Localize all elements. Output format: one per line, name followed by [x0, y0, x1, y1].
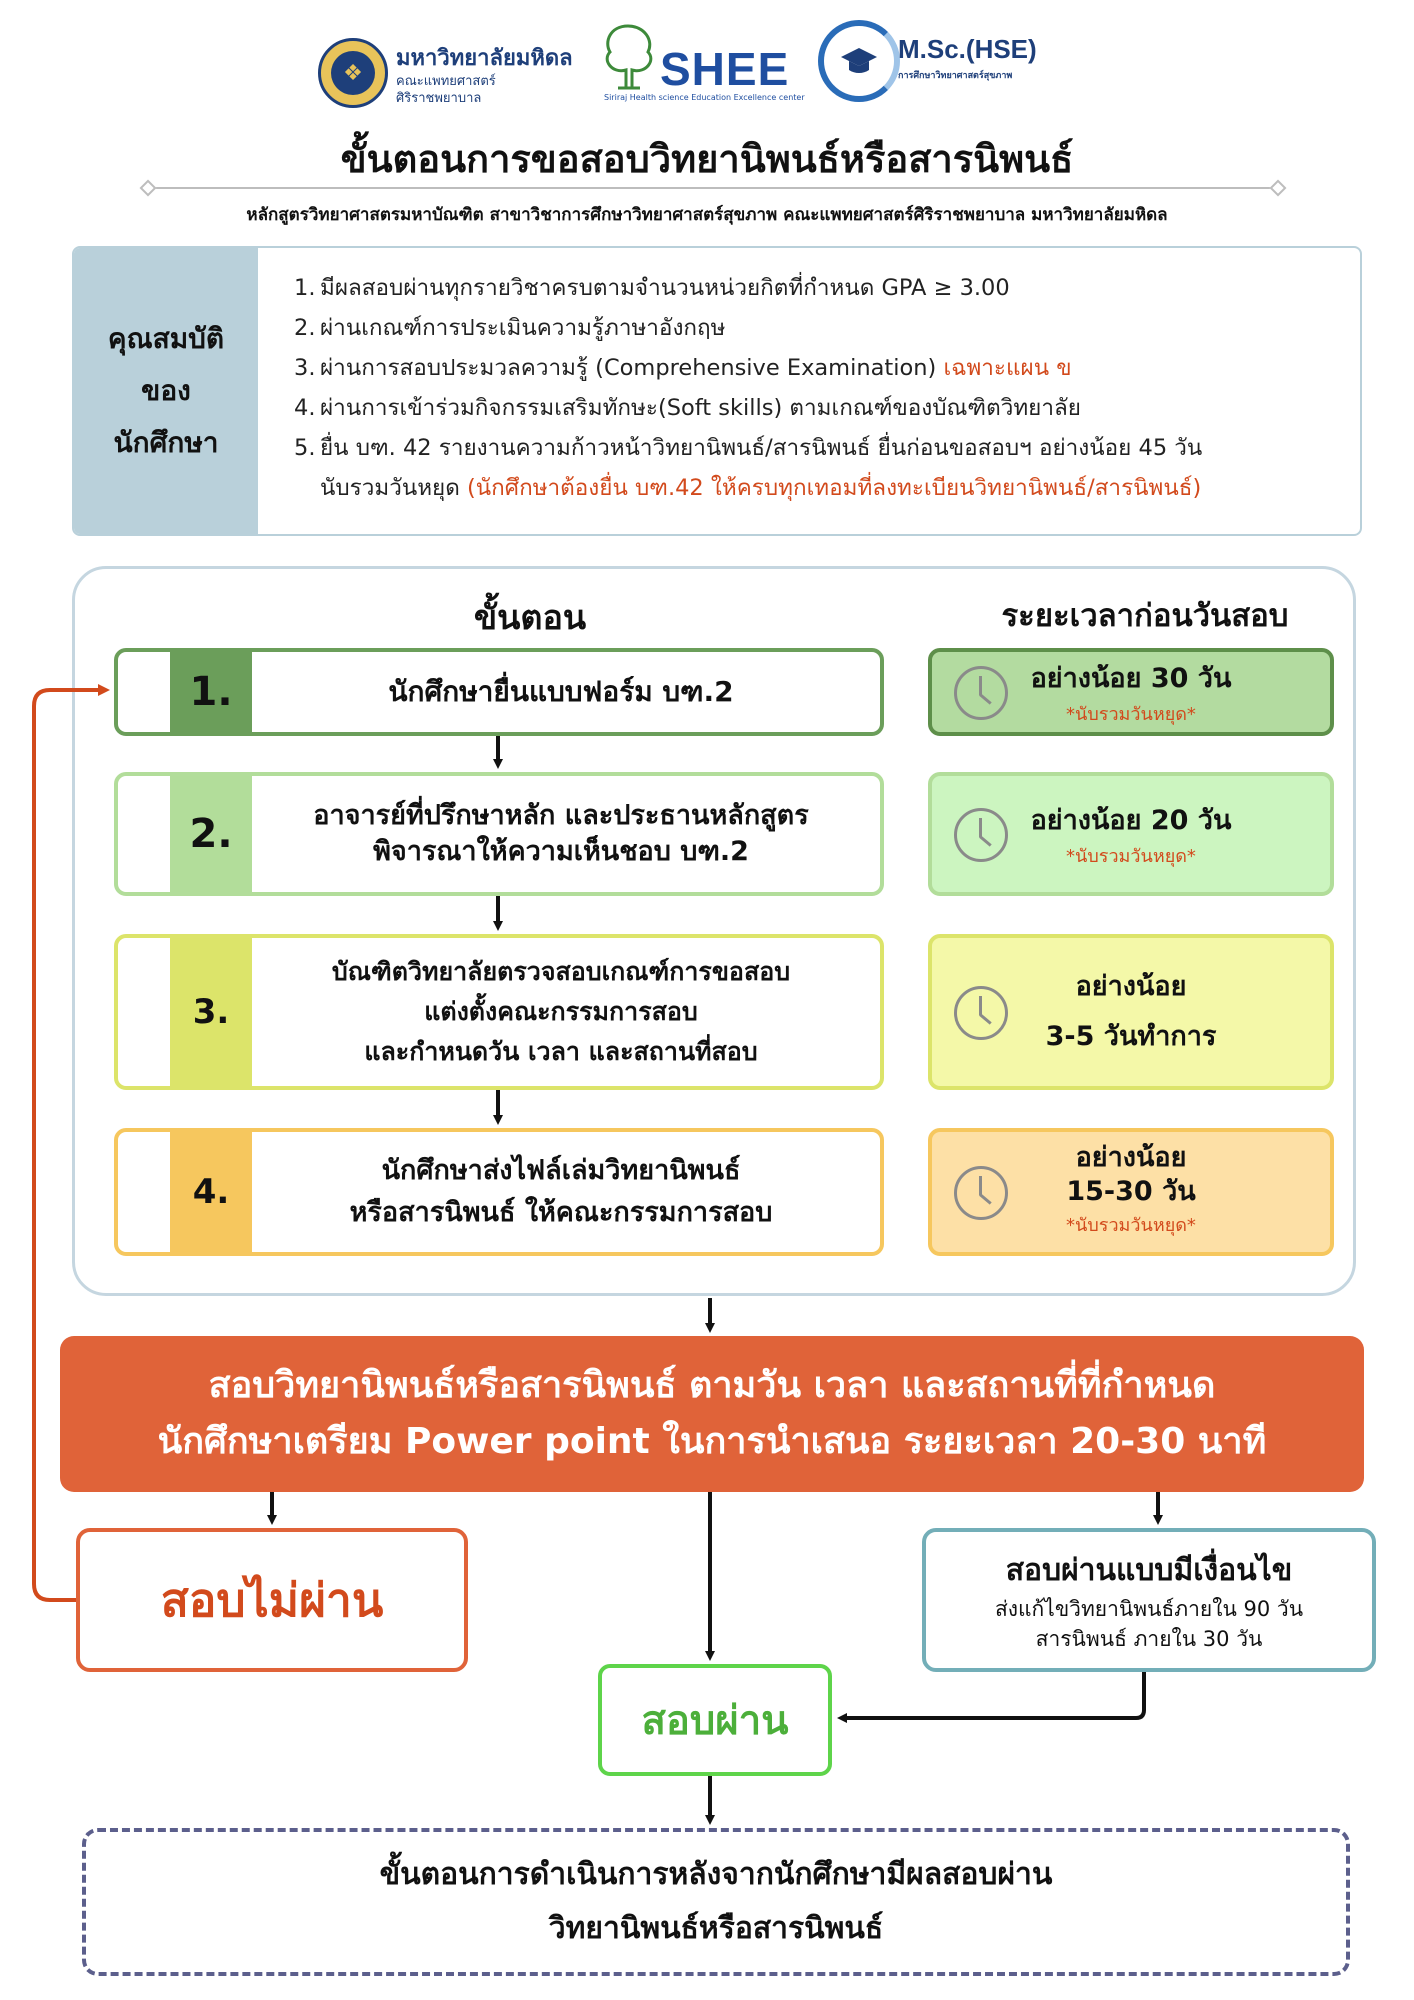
timing-box-1 — [928, 648, 1334, 736]
mahidol-name: มหาวิทยาลัยมหิดล — [396, 46, 573, 71]
step-number: 2. — [170, 776, 252, 892]
step-line: หรือสารนิพนธ์ ให้คณะกรรมการสอบ — [349, 1197, 773, 1228]
timing-main: 3-5 วันทำการ — [1045, 1021, 1217, 1052]
qualifications-list — [294, 268, 1354, 508]
seal-emblem-icon: ❖ — [331, 51, 375, 95]
qual-item-5-continued — [294, 468, 1354, 508]
qual-heading-line: คุณสมบัติ — [107, 322, 225, 355]
step-text — [252, 1132, 870, 1252]
step-number: 4. — [170, 1132, 252, 1252]
qual-text: ยื่น บฑ. 42 รายงานความก้าวหน้าวิทยานิพนธ์/สารนิพนธ์ ยื่นก่อนขอสอบฯ อย่างน้อย 45 วัน — [320, 435, 1203, 461]
step-line: นักศึกษาส่งไฟล์เล่มวิทยานิพนธ์ — [381, 1155, 741, 1186]
qual-text: นับรวมวันหยุด — [320, 475, 460, 501]
conditional-pass-box — [922, 1528, 1376, 1672]
step-3-box — [114, 934, 884, 1090]
timing-note: *นับรวมวันหยุด* — [1066, 846, 1196, 867]
tree-logo-icon — [598, 18, 658, 94]
step-text — [252, 776, 870, 892]
step-line: แต่งตั้งคณะกรรมการสอบ — [424, 997, 698, 1026]
conditional-title: สอบผ่านแบบมีเงื่อนไข — [1005, 1552, 1293, 1588]
fail-outcome-box: สอบไม่ผ่าน — [76, 1528, 468, 1672]
mahidol-hospital: ศิริราชพยาบาล — [396, 91, 482, 106]
mahidol-faculty: คณะแพทยศาสตร์ — [396, 74, 496, 89]
clock-icon — [954, 1166, 1008, 1220]
step-number: 1. — [170, 652, 252, 732]
step-line: บัณฑิตวิทยาลัยตรวจสอบเกณฑ์การขอสอบ — [331, 957, 791, 986]
step-line: และกำหนดวัน เวลา และสถานที่สอบ — [364, 1037, 758, 1066]
qual-heading-line: นักศึกษา — [113, 426, 219, 459]
qual-plan-note: เฉพาะแผน ข — [943, 355, 1072, 381]
qual-item-1 — [294, 268, 1354, 308]
qual-text: ผ่านการสอบประมวลความรู้ (Comprehensive Examination) — [320, 355, 937, 381]
step-2-box — [114, 772, 884, 896]
pass-outcome-box: สอบผ่าน — [598, 1664, 832, 1776]
qualifications-box — [72, 246, 1362, 536]
timing-box-3 — [928, 934, 1334, 1090]
step-line: พิจารณาให้ความเห็นชอบ บฑ.2 — [373, 836, 749, 867]
timing-note: *นับรวมวันหยุด* — [1066, 704, 1196, 725]
step-line: นักศึกษายื่นแบบฟอร์ม บฑ.2 — [388, 675, 734, 708]
step-text — [252, 652, 870, 732]
timing-main: อย่างน้อย — [1075, 1142, 1187, 1173]
qual-num: 3. — [294, 355, 316, 381]
msc-logo-ring — [818, 20, 900, 102]
conditional-line: สารนิพนธ์ ภายใน 30 วัน — [1035, 1626, 1263, 1651]
timing-note: *นับรวมวันหยุด* — [1066, 1215, 1196, 1236]
qual-item-3 — [294, 348, 1354, 388]
step-4-box — [114, 1128, 884, 1256]
step-number: 3. — [170, 938, 252, 1086]
msc-tagline: การศึกษาวิทยาศาสตร์สุขภาพ — [898, 71, 1013, 81]
qual-num: 1. — [294, 275, 316, 301]
page-title: ขั้นตอนการขอสอบวิทยานิพนธ์หรือสารนิพนธ์ — [340, 137, 1074, 181]
qual-text: มีผลสอบผ่านทุกรายวิชาครบตามจำนวนหน่วยกิตที่กำหนด GPA ≥ 3.00 — [320, 275, 1010, 301]
after-line: วิทยานิพนธ์หรือสารนิพนธ์ — [548, 1911, 884, 1946]
qual-heading-line: ของ — [141, 374, 191, 407]
qual-red-note: (นักศึกษาต้องยื่น บฑ.42 ให้ครบทุกเทอมที่ลงทะเบียนวิทยานิพนธ์/สารนิพนธ์) — [467, 475, 1202, 501]
timing-box-4 — [928, 1128, 1334, 1256]
clock-icon — [954, 808, 1008, 862]
qual-item-4 — [294, 388, 1354, 428]
timing-main: อย่างน้อย 30 วัน — [1030, 663, 1232, 694]
exam-line: สอบวิทยานิพนธ์หรือสารนิพนธ์ ตามวัน เวลา และสถานที่ที่กำหนด — [208, 1365, 1216, 1406]
qual-item-5 — [294, 428, 1354, 468]
graduation-cap-icon — [839, 46, 879, 76]
timing-column-header: ระยะเวลาก่อนวันสอบ — [1001, 598, 1289, 634]
title-divider — [148, 187, 1278, 189]
mahidol-seal-logo — [318, 38, 388, 108]
clock-icon — [954, 666, 1008, 720]
qual-item-2 — [294, 308, 1354, 348]
after-pass-box — [82, 1828, 1350, 1976]
qualifications-heading — [74, 248, 258, 534]
qual-text: ผ่านเกณฑ์การประเมินความรู้ภาษาอังกฤษ — [320, 315, 726, 341]
timing-box-2 — [928, 772, 1334, 896]
qual-num: 2. — [294, 315, 316, 341]
shee-logo-text: SHEE — [660, 43, 790, 95]
arrow-conditional-to-pass — [842, 1672, 1144, 1718]
msc-logo-text: M.Sc.(HSE) — [898, 34, 1037, 64]
timing-main: อย่างน้อย — [1075, 971, 1187, 1002]
step-line: อาจารย์ที่ปรึกษาหลัก และประธานหลักสูตร — [313, 800, 809, 831]
clock-icon — [954, 986, 1008, 1040]
exam-box — [60, 1336, 1364, 1492]
timing-main: 15-30 วัน — [1066, 1176, 1196, 1207]
timing-main: อย่างน้อย 20 วัน — [1030, 805, 1232, 836]
exam-line: นักศึกษาเตรียม Power point ในการนำเสนอ ระยะเวลา 20-30 นาที — [157, 1421, 1267, 1462]
qual-num: 5. — [294, 435, 316, 461]
program-subtitle: หลักสูตรวิทยาศาสตรมหาบัณฑิต สาขาวิชาการศึกษาวิทยาศาสตร์สุขภาพ คณะแพทยศาสตร์ศิริราชพยาบาล มหาวิทยาลัยมหิดล — [246, 205, 1168, 225]
shee-tagline: Siriraj Health science Education Excellence center — [604, 93, 805, 102]
qual-text: ผ่านการเข้าร่วมกิจกรรมเสริมทักษะ(Soft skills) ตามเกณฑ์ของบัณฑิตวิทยาลัย — [320, 395, 1081, 421]
steps-column-header: ขั้นตอน — [473, 598, 587, 638]
qual-num: 4. — [294, 395, 316, 421]
after-line: ขั้นตอนการดำเนินการหลังจากนักศึกษามีผลสอบผ่าน — [379, 1857, 1053, 1892]
step-1-box — [114, 648, 884, 736]
conditional-line: ส่งแก้ไขวิทยานิพนธ์ภายใน 90 วัน — [994, 1596, 1304, 1621]
step-text — [252, 938, 870, 1086]
